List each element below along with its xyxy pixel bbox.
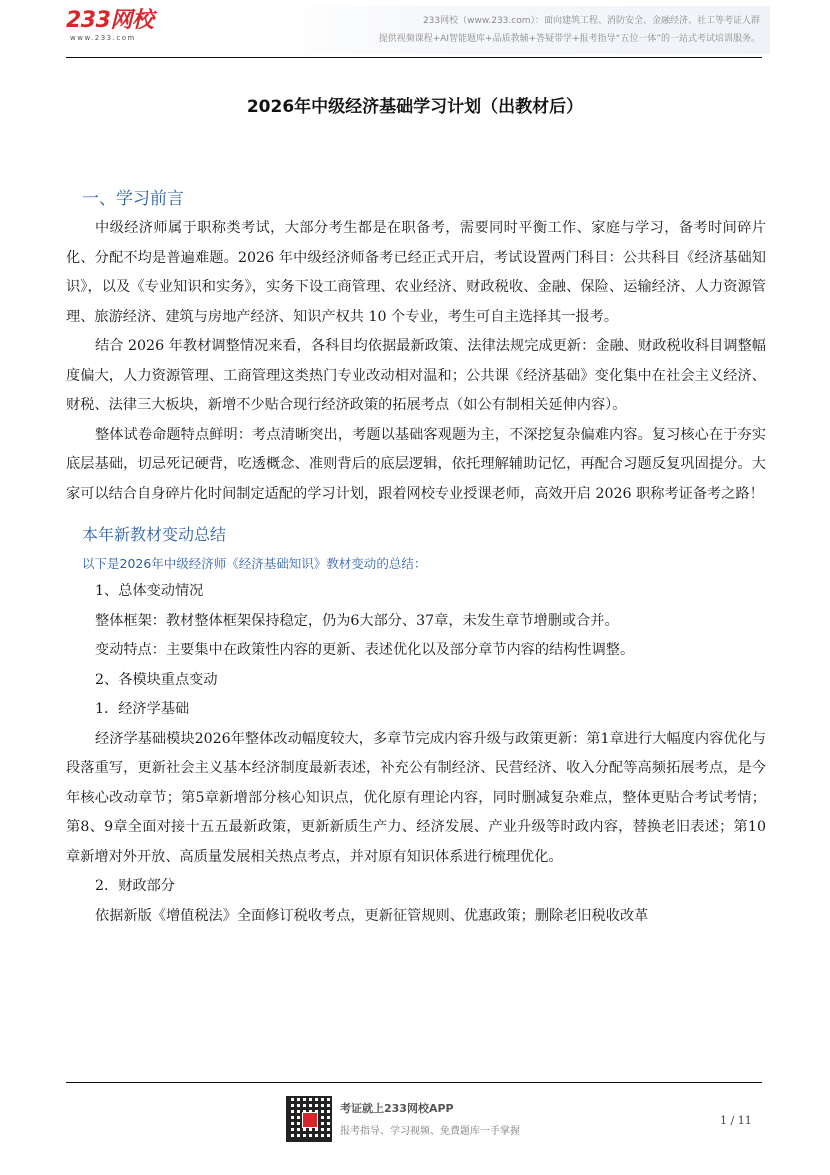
paragraph: 依据新版《增值税法》全面修订税收考点，更新征管规则、优惠政策；删除老旧税收改革: [95, 907, 649, 924]
page-number: 1 / 11: [720, 1114, 752, 1127]
qr-logo-icon: [302, 1112, 318, 1128]
subheading-economics: 1．经济学基础: [95, 701, 190, 717]
paragraph: 整体试卷命题特点鲜明：考点清晰突出，考题以基础客观题为主，不深挖复杂偏难内容。复习核心在于夯实底层基础，切忌死记硬背，吃透概念、准则背后的底层逻辑，依托理解辅助记忆，再配合习题反复巩固提分。大家可以结合自身碎片化时间制定适配的学习计划，跟着网校专业授课老师，高效开启 2026 职称考证备考之路！: [66, 426, 766, 502]
subheading-modules: 2、各模块重点变动: [95, 671, 218, 688]
subheading-overall: 1、总体变动情况: [95, 583, 204, 599]
section-heading-changes: 本年新教材变动总结: [82, 525, 227, 544]
header-line-1: 233网校（www.233.com）：面向建筑工程、消防安全、金融经济、社工等考证人群: [422, 16, 760, 26]
site-logo: [66, 8, 153, 43]
footer-divider: [66, 1082, 762, 1083]
changes-intro: 以下是2026年中级经济师《经济基础知识》教材变动的总结：: [82, 556, 427, 571]
footer-app-subtitle: 报考指导、学习视频、免费题库一手掌握: [340, 1126, 520, 1137]
section-heading-preface: 一、学习前言: [82, 189, 184, 209]
paragraph: 经济学基础模块2026年整体改动幅度较大，多章节完成内容升级与政策更新：第1章进行大幅度内容优化与段落重写，更新社会主义基本经济制度最新表述，补充公有制经济、民营经济、收入分配等高频拓展考点，是今年核心改动章节；第5章新增部分核心知识点，优化原有理论内容，同时删减复杂难点，整体更贴合考试考情；第8、9章全面对接十五五最新政策，更新新质生产力、经济发展、产业升级等时政内容，替换老旧表述；第10章新增对外开放、高质量发展相关热点考点，并对原有知识体系进行梳理优化。: [66, 730, 766, 865]
paragraph: 结合 2026 年教材调整情况来看，各科目均依据最新政策、法律法规完成更新：金融、财政税收科目调整幅度偏大，人力资源管理、工商管理这类热门专业改动相对温和；公共课《经济基础》变化集中在社会主义经济、财税、法律三大板块，新增不少贴合现行经济政策的拓展考点（如公有制相关延伸内容）。: [66, 338, 766, 413]
header-line-2: 提供视频课程+AI智能题库+品质教辅+答疑带学+报考指导“五位一体”的一站式考试培训服务。: [378, 34, 760, 44]
framework-text: 整体框架：教材整体框架保持稳定，仍为6大部分、37章，未发生章节增删或合并。: [95, 612, 619, 629]
document-body: [66, 186, 766, 931]
header-divider: [66, 57, 762, 58]
document-title: 2026年中级经济基础学习计划（出教材后）: [246, 97, 584, 117]
logo-url: www.233.com: [70, 34, 136, 42]
subheading-finance: 2．财政部分: [95, 878, 175, 894]
page-header: [0, 0, 830, 62]
logo-text: 233网校: [66, 8, 154, 33]
header-tagline: [379, 12, 760, 48]
features-text: 变动特点：主要集中在政策性内容的更新、表述优化以及部分章节内容的结构性调整。: [95, 642, 635, 658]
footer-app-title: 考证就上233网校APP: [340, 1102, 454, 1115]
paragraph: 中级经济师属于职称类考试，大部分考生都是在职备考，需要同时平衡工作、家庭与学习，备考时间碎片化、分配不均是普遍难题。2026 年中级经济师备考已经正式开启，考试设置两门科目：公共科目《经济基础知识》，以及《专业知识和实务》，实务下设工商管理、农业经济、财政税收、金融、保险、运输经济、人力资源管理、旅游经济、建筑与房地产经济、知识产权共 10 个专业，考生可自主选择其一报考。: [66, 220, 766, 325]
